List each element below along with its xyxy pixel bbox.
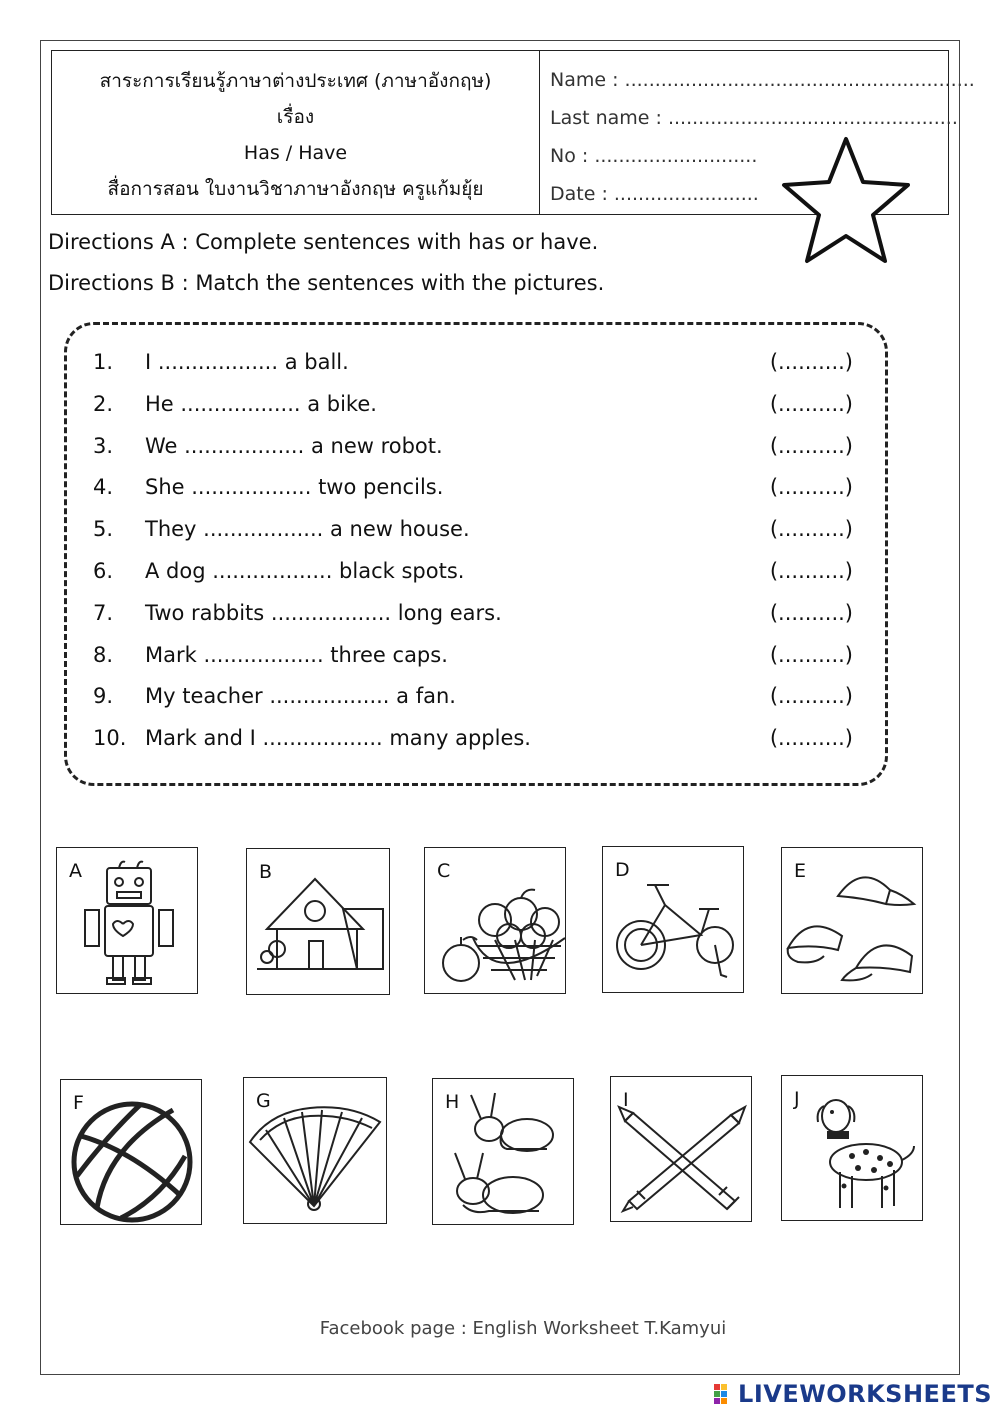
fan-icon bbox=[244, 1078, 388, 1225]
ball-icon bbox=[61, 1080, 203, 1226]
no-field[interactable]: No : ........................... bbox=[550, 145, 758, 167]
picture-d[interactable] bbox=[602, 846, 744, 993]
answer-blank[interactable]: (..........) bbox=[769, 350, 853, 374]
sentence-text: A dog .................. black spots. bbox=[145, 559, 465, 583]
bike-icon bbox=[603, 847, 745, 994]
item-number: 9. bbox=[93, 684, 114, 709]
item-number: 10. bbox=[93, 726, 127, 751]
item-number: 3. bbox=[93, 433, 114, 458]
name-field[interactable]: Name : .......................................................... bbox=[550, 69, 975, 91]
brand-text: LIVEWORKSHEETS bbox=[738, 1380, 992, 1408]
item-number: 6. bbox=[93, 559, 114, 583]
picture-label: I bbox=[623, 1089, 629, 1111]
picture-label: J bbox=[794, 1088, 800, 1110]
picture-b[interactable] bbox=[246, 848, 390, 995]
date-field[interactable]: Date : ........................ bbox=[550, 183, 759, 205]
picture-label: F bbox=[73, 1092, 84, 1114]
picture-label: E bbox=[794, 860, 807, 882]
apple-basket-icon bbox=[425, 848, 567, 995]
liveworksheets-logo-icon bbox=[714, 1384, 734, 1406]
item-number: 1. bbox=[93, 350, 114, 374]
dog-icon bbox=[782, 1076, 924, 1222]
house-icon bbox=[247, 849, 391, 996]
sentence-item bbox=[93, 643, 853, 685]
footer-credit: Facebook page : English Worksheet T.Kamyui bbox=[319, 1318, 727, 1339]
media-line: สื่อการสอน ใบงานวิชาภาษาอังกฤษ ครูแก้มยุ้ย bbox=[107, 178, 484, 200]
sentence-item bbox=[93, 601, 853, 643]
star-icon bbox=[780, 135, 912, 265]
pencils-icon bbox=[611, 1077, 753, 1223]
robot-icon bbox=[57, 848, 199, 995]
sentence-text: My teacher .................. a fan. bbox=[145, 684, 456, 709]
sentence-text: I .................. a ball. bbox=[145, 350, 349, 374]
sentence-text: He .................. a bike. bbox=[145, 391, 377, 416]
picture-j[interactable] bbox=[781, 1075, 923, 1221]
topic-title: Has / Have bbox=[243, 142, 348, 164]
answer-blank[interactable]: (..........) bbox=[769, 642, 853, 667]
subject-line: สาระการเรียนรู้ภาษาต่างประเทศ (ภาษาอังกฤษ) bbox=[99, 70, 492, 92]
sentence-text: Two rabbits .................. long ears. bbox=[145, 600, 502, 625]
picture-label: A bbox=[69, 860, 82, 882]
brand-logo bbox=[714, 1380, 992, 1408]
sentence-text: We .................. a new robot. bbox=[145, 433, 443, 458]
caps-icon bbox=[782, 848, 924, 995]
sentence-item bbox=[93, 350, 853, 392]
picture-f[interactable] bbox=[60, 1079, 202, 1225]
picture-c[interactable] bbox=[424, 847, 566, 994]
answer-blank[interactable]: (..........) bbox=[769, 475, 853, 500]
answer-blank[interactable]: (..........) bbox=[769, 559, 853, 583]
item-number: 8. bbox=[93, 642, 114, 667]
sentence-text: She .................. two pencils. bbox=[145, 475, 444, 500]
picture-h[interactable] bbox=[432, 1078, 574, 1225]
rabbits-icon bbox=[433, 1079, 575, 1226]
picture-a[interactable] bbox=[56, 847, 198, 994]
picture-g[interactable] bbox=[243, 1077, 387, 1224]
sentence-item bbox=[93, 726, 853, 768]
directions-b: Directions B : Match the sentences with the pictures. bbox=[48, 271, 605, 295]
last-name-field[interactable]: Last name : ................................................ bbox=[550, 107, 958, 129]
header-info bbox=[52, 51, 540, 214]
sentence-item bbox=[93, 517, 853, 559]
picture-label: C bbox=[437, 860, 451, 882]
picture-e[interactable] bbox=[781, 847, 923, 994]
picture-label: H bbox=[445, 1091, 460, 1113]
item-number: 5. bbox=[93, 517, 114, 542]
answer-blank[interactable]: (..........) bbox=[769, 517, 853, 542]
sentence-text: Mark .................. three caps. bbox=[145, 642, 448, 667]
sentence-item bbox=[93, 475, 853, 517]
answer-blank[interactable]: (..........) bbox=[769, 391, 853, 416]
answer-blank[interactable]: (..........) bbox=[769, 600, 853, 625]
item-number: 4. bbox=[93, 475, 114, 500]
picture-label: B bbox=[259, 861, 273, 883]
sentence-text: They .................. a new house. bbox=[145, 517, 470, 542]
sentence-item bbox=[93, 684, 853, 726]
picture-i[interactable] bbox=[610, 1076, 752, 1222]
sentence-text: Mark and I .................. many apples. bbox=[145, 726, 531, 751]
directions-a: Directions A : Complete sentences with has or have. bbox=[48, 230, 599, 254]
answer-blank[interactable]: (..........) bbox=[769, 684, 853, 709]
answer-blank[interactable]: (..........) bbox=[769, 726, 853, 751]
item-number: 2. bbox=[93, 391, 114, 416]
sentence-item bbox=[93, 434, 853, 476]
sentence-item bbox=[93, 392, 853, 434]
topic-label: เรื่อง bbox=[276, 106, 315, 128]
sentence-item bbox=[93, 559, 853, 601]
answer-blank[interactable]: (..........) bbox=[769, 433, 853, 458]
item-number: 7. bbox=[93, 600, 114, 625]
picture-label: G bbox=[256, 1090, 271, 1112]
picture-label: D bbox=[615, 859, 630, 881]
